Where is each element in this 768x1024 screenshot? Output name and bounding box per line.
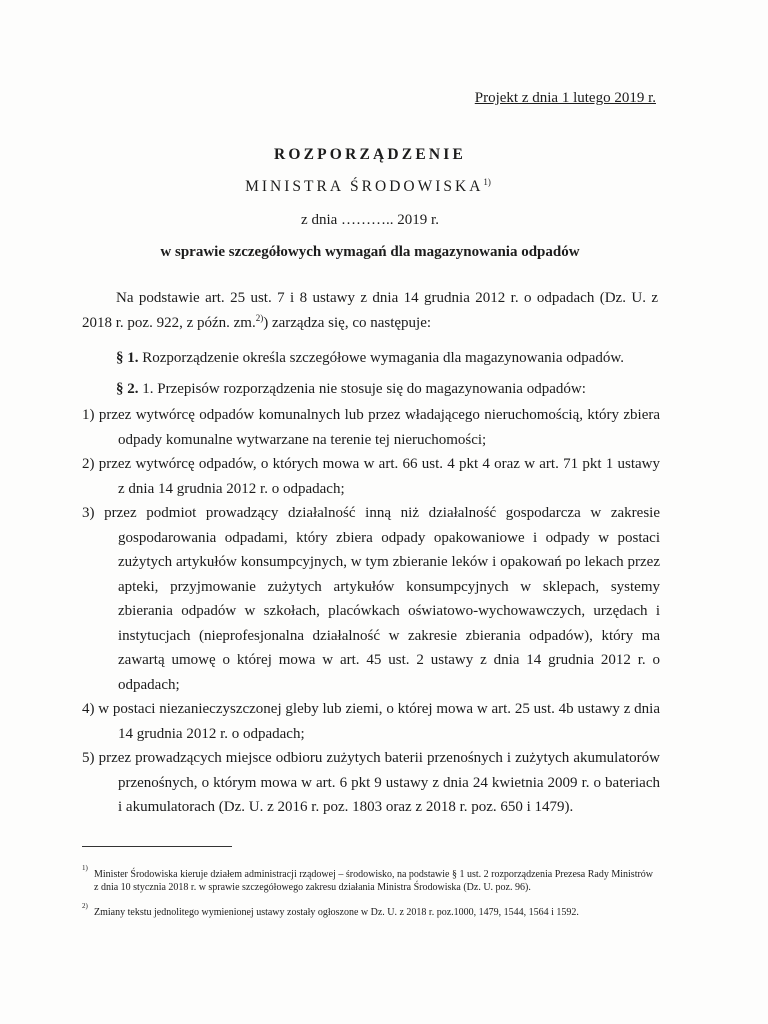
section-1-label: § 1. <box>116 350 139 366</box>
list-item-text: przez prowadzących miejsce odbioru zużytych baterii przenośnych i zużytych akumulatorów przenośnych, o którym mowa w art. 6 pkt 9 ustawy z dnia 24 kwietnia 2009 r. o bateriach i akumulatorach (Dz. U. z 2016 r. poz. 1803 oraz z 2018 r. poz. 650 i 1479). <box>98 750 660 815</box>
list-item-text: w postaci niezanieczyszczonej gleby lub ziemi, o której mowa w art. 25 ust. 4b ustawy z dnia 14 grudnia 2012 r. o odpadach; <box>98 701 660 742</box>
footnote-separator <box>82 846 232 847</box>
list-item-3 <box>82 501 660 697</box>
list-item-number: 5) <box>82 750 95 766</box>
list-item-1 <box>82 403 660 452</box>
list-item-text: przez podmiot prowadzący działalność inną niż działalność gospodarcza w zakresie gospodarowania odpadami, który zbiera odpady opakowaniowe i odpady w postaci zużytych artykułów konsumpcyjnych, w tym zbieranie leków i opakowań po lekach przez apteki, przyjmowanie zużytych artykułów konsumpcyjnych w sklepach, systemy zbierania odpadów w szkołach, placówkach oświatowo-wychowawczych, urzędach i instytucjach (nieprofesjonalna działalność w zakresie zbierania odpadów), który ma zawartą umowę o której mowa w art. 45 ust. 2 ustawy z dnia 14 grudnia 2012 r. o odpadach; <box>104 505 660 693</box>
section-2-label: § 2. <box>116 381 139 397</box>
footnote-ref-1: 1) <box>483 176 491 187</box>
issuing-authority-heading <box>0 178 736 196</box>
section-2-paragraph <box>82 377 658 402</box>
footnote-text: Minister Środowiska kieruje działem administracji rządowej – środowisko, na podstawie § 1 ust. 2 rozporządzenia Prezesa Rady Ministrów z dnia 10 stycznia 2018 r. w sprawie szczegółowego zakresu działania Ministra Środowiska (Dz. U. poz. 96). <box>94 869 654 893</box>
footnote-2: 2) Zmiany tekstu jednolitego wymienionej ustawy zostały ogłoszone w Dz. U. z 2018 r. poz.1000, 1479, 1544, 1564 i 1592. <box>82 906 658 919</box>
regulation-subject: w sprawie szczegółowych wymagań dla magazynowania odpadów <box>160 244 580 260</box>
preamble-paragraph <box>82 286 658 335</box>
footnote-text: Zmiany tekstu jednolitego wymienionej ustawy zostały ogłoszone w Dz. U. z 2018 r. poz.1000, 1479, 1544, 1564 i 1592. <box>94 907 579 918</box>
list-item-number: 3) <box>82 505 95 521</box>
list-item-text: przez wytwórcę odpadów, o których mowa w art. 66 ust. 4 pkt 4 oraz w art. 71 pkt 1 ustawy z dnia 14 grudnia 2012 r. o odpadach; <box>98 456 660 497</box>
section-1-paragraph <box>82 346 658 371</box>
authority-name: MINISTRA ŚRODOWISKA <box>245 178 484 195</box>
section-1-text: Rozporządzenie określa szczegółowe wymagania dla magazynowania odpadów. <box>138 350 624 366</box>
list-item-2 <box>82 452 660 501</box>
list-item-5 <box>82 746 660 820</box>
footnote-1: 1) Minister Środowiska kieruje działem administracji rządowej – środowisko, na podstawie § 1 ust. 2 rozporządzenia Prezesa Rady Ministrów z dnia 10 stycznia 2018 r. w sprawie szczegółowego zakresu działania Ministra Środowiska (Dz. U. poz. 96). <box>82 868 658 894</box>
preamble-text-after: ) zarządza się, co następuje: <box>263 314 432 331</box>
project-date-note: Projekt z dnia 1 lutego 2019 r. <box>474 90 656 106</box>
preamble-text-before: Na podstawie art. 25 ust. 7 i 8 ustawy z dnia 14 grudnia 2012 r. o odpadach (Dz. U. z 2018 r. poz. 922, z późn. zm. <box>82 290 658 331</box>
document-type-heading: ROZPORZĄDZENIE <box>273 146 467 163</box>
list-item-number: 1) <box>82 407 95 423</box>
section-2-text: 1. Przepisów rozporządzenia nie stosuje się do magazynowania odpadów: <box>138 381 586 397</box>
footnote-ref-2: 2) <box>255 312 264 323</box>
list-item-4 <box>82 697 660 746</box>
list-item-number: 2) <box>82 456 95 472</box>
list-item-number: 4) <box>82 701 95 717</box>
issue-date-line: z dnia ……….. 2019 r. <box>301 212 439 228</box>
list-item-text: przez wytwórcę odpadów komunalnych lub przez władającego nieruchomością, który zbiera odpady komunalne wytwarzane na terenie tej nieruchomości; <box>98 407 661 448</box>
